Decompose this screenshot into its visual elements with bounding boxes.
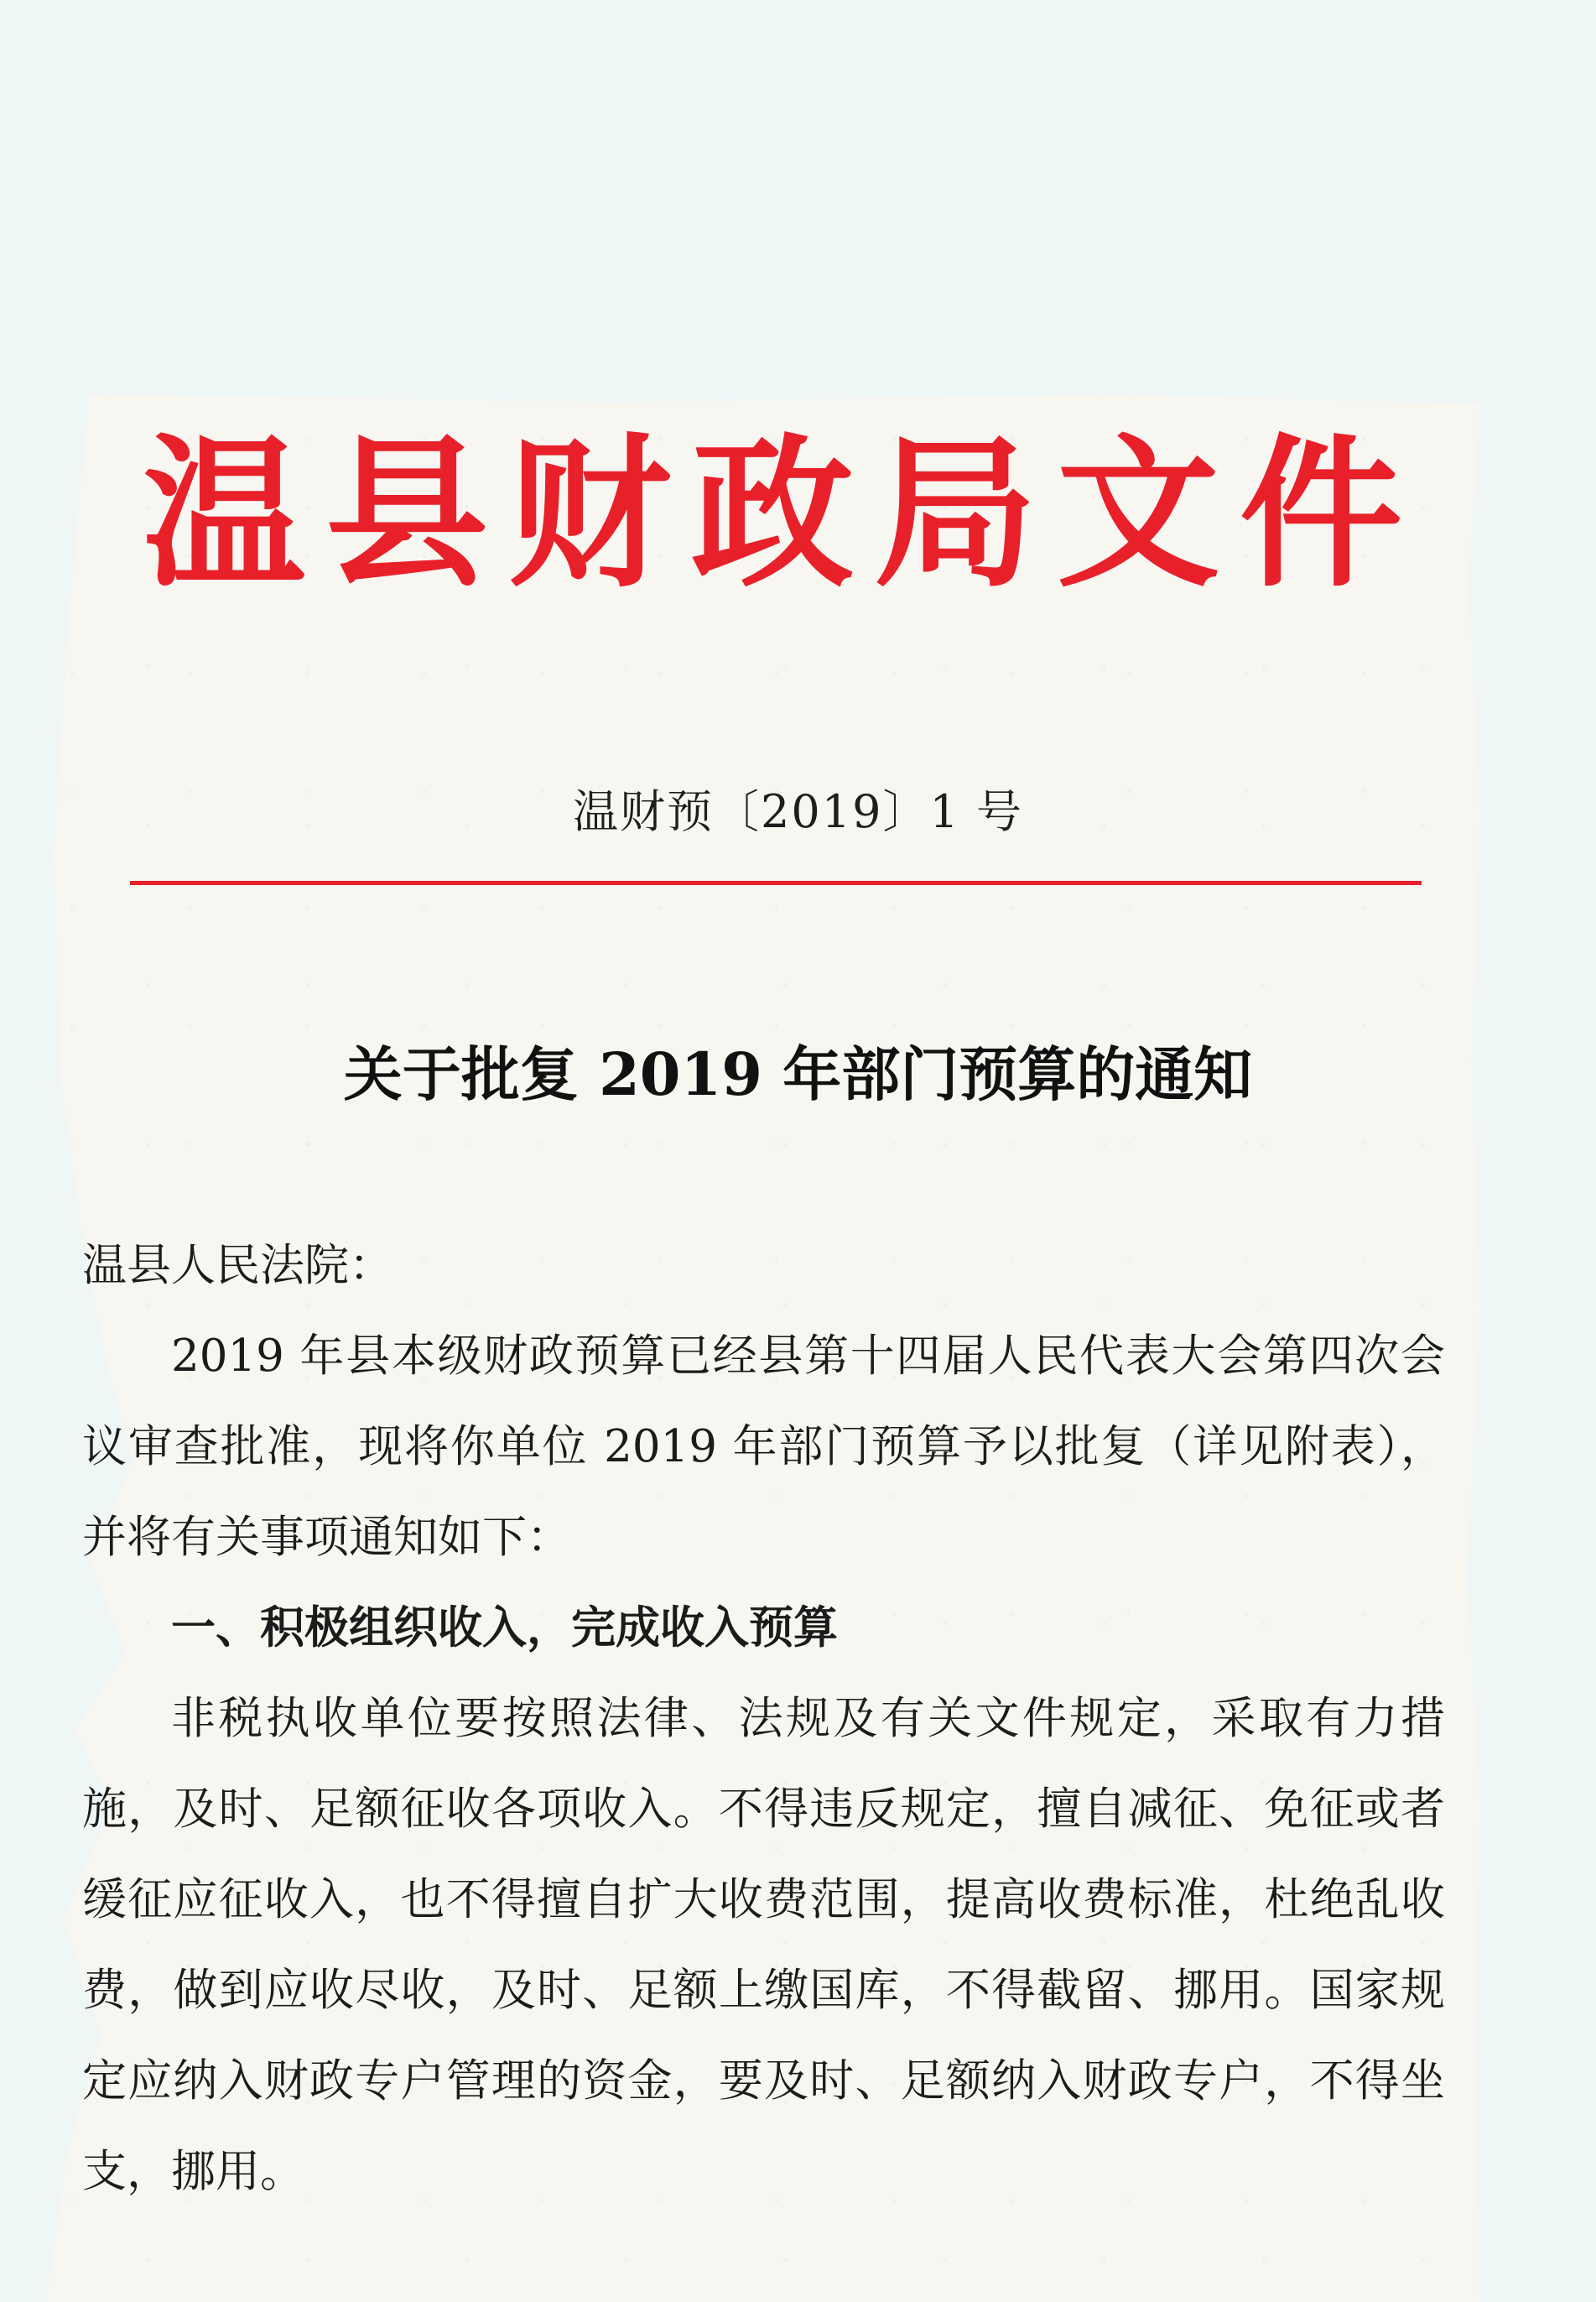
salutation: 温县人民法院： xyxy=(82,1240,393,1291)
red-divider-line xyxy=(130,881,1422,885)
section-1-heading: 一、积极组织收入，完成收入预算 xyxy=(171,1602,838,1654)
document-number: 温财预〔2019〕1 号 xyxy=(573,785,1023,838)
agency-red-header: 温县财政局文件 xyxy=(143,418,1422,609)
document-body xyxy=(82,1221,1445,2217)
section-1-paragraph: 非税执收单位要按照法律、法规及有关文件规定，采取有力措施，及时、足额征收各项收入。不得违反规定，擅自减征、免征或者缓征应征收入，也不得擅自扩大收费范围，提高收费标准，杜绝乱收费，做到应收尽收，及时、足额上缴国库，不得截留、挪用。国家规定应纳入财政专户管理的资金，要及时、足额纳入财政专户，不得坐支，挪用。 xyxy=(82,1693,1445,2197)
document-title: 关于批复 2019 年部门预算的通知 xyxy=(343,1039,1253,1109)
intro-paragraph: 2019 年县本级财政预算已经县第十四届人民代表大会第四次会议审查批准，现将你单位 2019 年部门预算予以批复（详见附表），并将有关事项通知如下： xyxy=(82,1331,1445,1563)
